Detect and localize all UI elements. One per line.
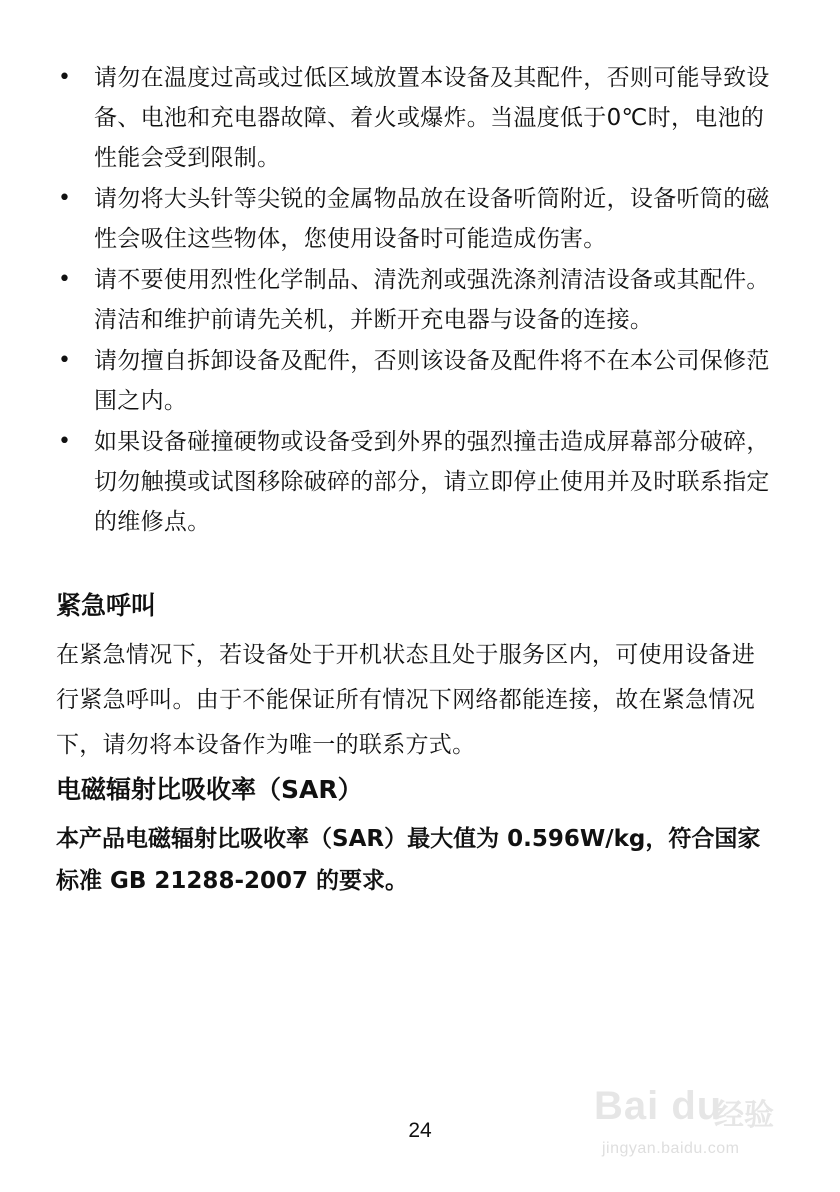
bullet-dot: •: [58, 429, 71, 454]
list-item: [56, 179, 772, 259]
bullet-dot: •: [58, 267, 71, 292]
emergency-call-paragraph: 在紧急情况下，若设备处于开机状态且处于服务区内，可使用设备进行紧急呼叫。由于不能保证所有情况下网络都能连接，故在紧急情况下，请勿将本设备作为唯一的联系方式。: [56, 642, 755, 758]
watermark-url: jingyan.baidu.com: [602, 1140, 740, 1157]
bullet-text: 请勿在温度过高或过低区域放置本设备及其配件，否则可能导致设备、电池和充电器故障、着火或爆炸。当温度低于0℃时，电池的性能会受到限制。: [94, 65, 770, 171]
emergency-call-heading: 紧急呼叫: [56, 591, 157, 620]
watermark-logo: Bai du: [594, 1084, 723, 1128]
sar-paragraph: 本产品电磁辐射比吸收率（SAR）最大值为 0.596W/kg，符合国家标准 GB 21288-2007 的要求。: [56, 826, 761, 894]
list-item: [56, 422, 772, 542]
bullet-text: 请勿擅自拆卸设备及配件，否则该设备及配件将不在本公司保修范围之内。: [94, 348, 770, 414]
bullet-text: 如果设备碰撞硬物或设备受到外界的强烈撞击造成屏幕部分破碎，切勿触摸或试图移除破碎的部分，请立即停止使用并及时联系指定的维修点。: [94, 429, 770, 535]
safety-bullet-list: [56, 58, 772, 543]
list-item: [56, 341, 772, 421]
watermark-label: 经验: [714, 1098, 774, 1133]
list-item: [56, 58, 772, 178]
page-number: 24: [408, 1119, 432, 1142]
bullet-dot: •: [58, 348, 71, 373]
bullet-text: 请不要使用烈性化学制品、清洗剂或强洗涤剂清洁设备或其配件。清洁和维护前请先关机，并断开充电器与设备的连接。: [94, 267, 770, 333]
baidu-watermark: [594, 1064, 794, 1174]
bullet-dot: •: [58, 65, 71, 90]
sar-heading: 电磁辐射比吸收率（SAR）: [56, 775, 363, 804]
bullet-dot: •: [58, 186, 71, 211]
list-item: [56, 260, 772, 340]
bullet-text: 请勿将大头针等尖锐的金属物品放在设备听筒附近，设备听筒的磁性会吸住这些物体，您使用设备时可能造成伤害。: [94, 186, 770, 252]
